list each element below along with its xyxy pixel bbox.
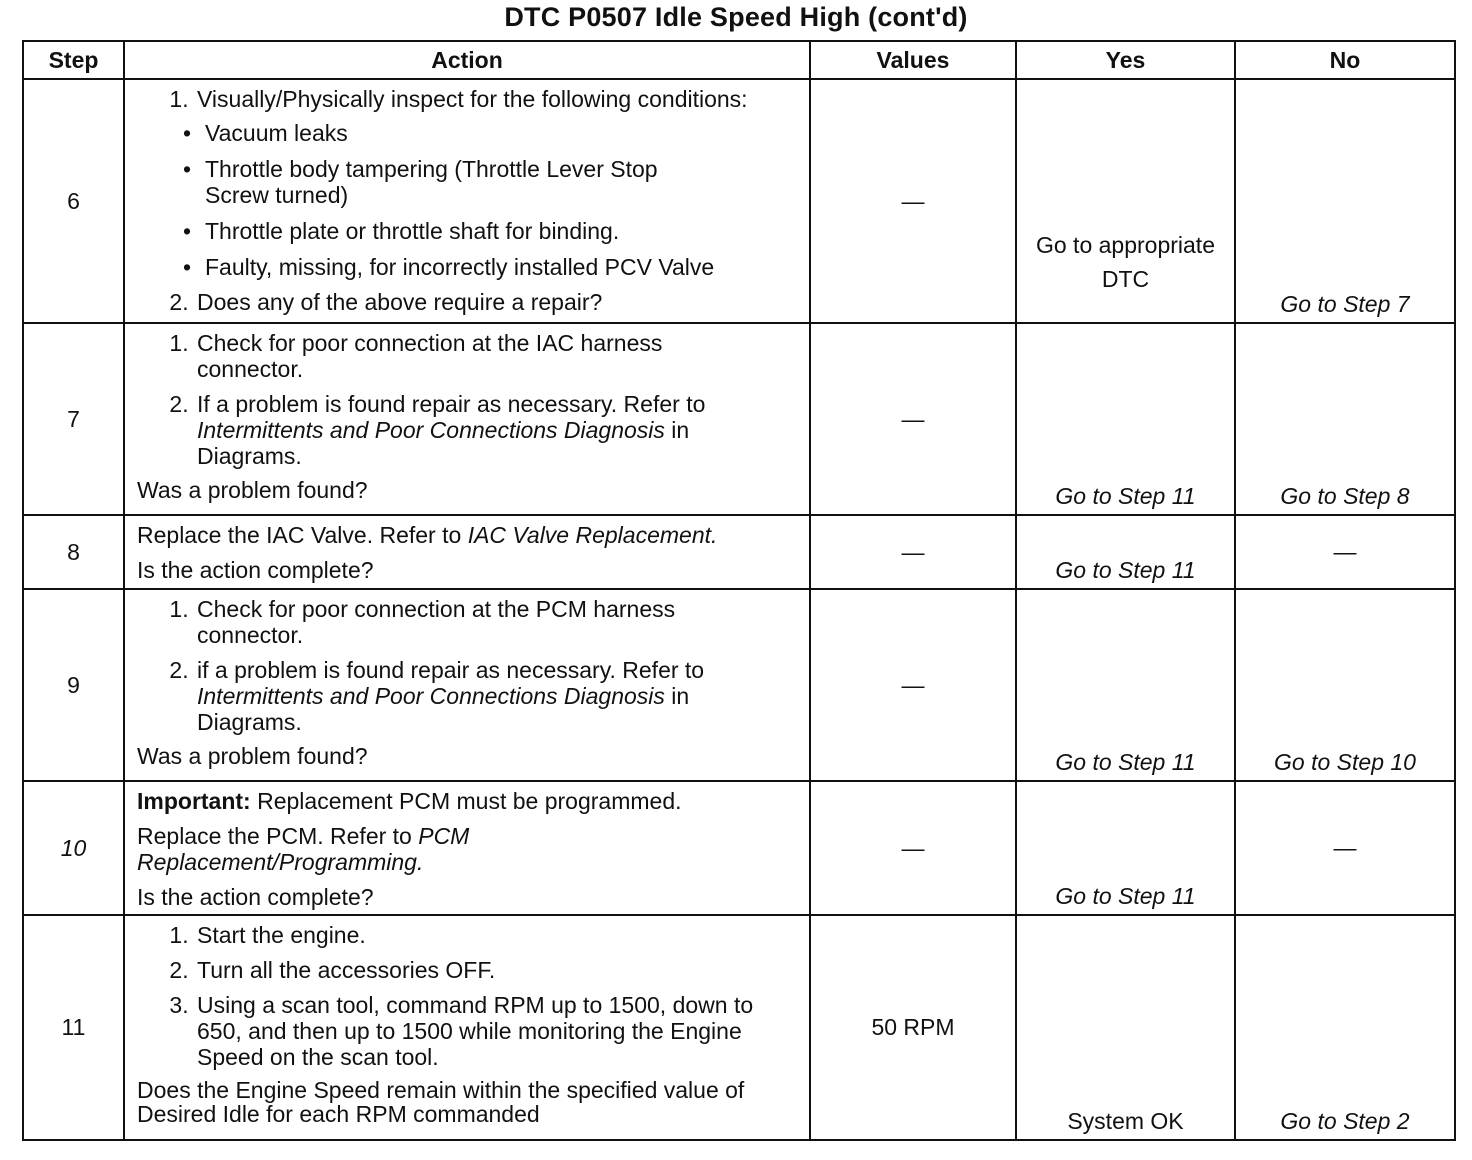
action-item: 2. Turn all the accessories OFF. — [195, 957, 799, 983]
table-row — [23, 515, 1455, 589]
condition-item: • Vacuum leaks — [183, 120, 799, 146]
step-number: 7 — [23, 323, 124, 515]
action-cell — [124, 323, 810, 515]
yes-cell — [1016, 79, 1235, 323]
condition-list — [149, 120, 799, 280]
no-text: Go to Step 8 — [1280, 483, 1410, 509]
yes-text: Go to Step 11 — [1055, 883, 1196, 909]
header-step: Step — [23, 41, 124, 79]
page-title: DTC P0507 Idle Speed High (cont'd) — [504, 2, 968, 32]
action-question: Does the Engine Speed remain within the specified value of Desired Idle for each RPM commanded — [137, 1077, 745, 1127]
condition-item: • Throttle body tampering (Throttle Lever Stop Screw turned) — [183, 156, 705, 208]
no-text: — — [1333, 538, 1357, 565]
table-row — [23, 79, 1455, 323]
header-row — [23, 41, 1455, 79]
table-row — [23, 589, 1455, 781]
reference-link: PCM Replacement/Programming. — [137, 823, 470, 875]
step-number: 9 — [23, 589, 124, 781]
yes-text: Go to Step 11 — [1055, 749, 1196, 775]
value-cell: — — [810, 589, 1016, 781]
table-row — [23, 781, 1455, 915]
step-number: 10 — [23, 781, 124, 915]
yes-text: Go to appropriate DTC — [1035, 232, 1215, 292]
value-cell: — — [810, 323, 1016, 515]
action-cell — [124, 79, 810, 323]
action-cell — [124, 515, 810, 589]
yes-cell — [1016, 589, 1235, 781]
no-text: — — [1333, 834, 1357, 861]
no-text: Go to Step 2 — [1280, 1108, 1410, 1134]
reference-link: Intermittents and Poor Connections Diagnosis — [197, 683, 665, 709]
yes-text: Go to Step 11 — [1055, 557, 1196, 583]
no-cell — [1235, 781, 1455, 915]
no-text: Go to Step 7 — [1280, 291, 1410, 317]
header-action: Action — [124, 41, 810, 79]
header-yes: Yes — [1016, 41, 1235, 79]
value-cell: 50 RPM — [810, 915, 1016, 1140]
no-cell — [1235, 915, 1455, 1140]
step-number: 6 — [23, 79, 124, 323]
no-cell — [1235, 323, 1455, 515]
action-item: 1. Check for poor connection at the PCM harness connector. — [195, 596, 737, 648]
yes-text: System OK — [1067, 1108, 1184, 1134]
action-item: 2. If a problem is found repair as necessary. Refer to Intermittents and Poor Connections Diagnosis in Diagrams. — [195, 391, 757, 469]
action-cell — [124, 589, 810, 781]
table-row — [23, 915, 1455, 1140]
action-item: 2. Does any of the above require a repair? — [195, 289, 799, 315]
yes-cell — [1016, 323, 1235, 515]
value-cell: — — [810, 79, 1016, 323]
condition-item: • Faulty, missing, for incorrectly installed PCV Valve — [183, 254, 799, 280]
action-cell — [124, 781, 810, 915]
action-question: Is the action complete? — [137, 557, 374, 583]
action-cell — [124, 915, 810, 1140]
yes-cell — [1016, 781, 1235, 915]
value-cell: — — [810, 781, 1016, 915]
no-text: Go to Step 10 — [1274, 749, 1416, 775]
important-note: Important: Replacement PCM must be programmed. — [137, 788, 682, 814]
yes-cell — [1016, 515, 1235, 589]
action-item: 2. if a problem is found repair as necessary. Refer to Intermittents and Poor Connections Diagnosis in Diagrams. — [195, 657, 757, 735]
value-cell: — — [810, 515, 1016, 589]
action-line: Replace the PCM. Refer to PCM Replacement/Programming. — [137, 823, 470, 875]
action-question: Was a problem found? — [137, 743, 368, 769]
action-question: Is the action complete? — [137, 884, 374, 910]
condition-item: • Throttle plate or throttle shaft for binding. — [183, 218, 799, 244]
action-item: 1. Visually/Physically inspect for the following conditions: • Vacuum leaks • Throttle body tampering (Throttle Lever Stop Screw turned) • Throttle plate or throttle shaft for binding. • Faulty, missing, for incorrectly installed PCV Valve — [195, 86, 799, 280]
reference-link: Intermittents and Poor Connections Diagnosis — [197, 417, 665, 443]
no-cell — [1235, 79, 1455, 323]
yes-text: Go to Step 11 — [1055, 483, 1196, 509]
no-cell — [1235, 515, 1455, 589]
reference-link: IAC Valve Replacement. — [467, 522, 718, 548]
action-item: 1. Check for poor connection at the IAC harness connector. — [195, 330, 717, 382]
step-number: 11 — [23, 915, 124, 1140]
header-no: No — [1235, 41, 1455, 79]
step-number: 8 — [23, 515, 124, 589]
action-question: Was a problem found? — [137, 477, 368, 503]
no-cell — [1235, 589, 1455, 781]
dtc-table — [22, 40, 1456, 1141]
header-values: Values — [810, 41, 1016, 79]
action-item: 3. Using a scan tool, command RPM up to 1500, down to 650, and then up to 1500 while monitoring the Engine Speed on the scan tool. — [195, 992, 767, 1070]
table-row — [23, 323, 1455, 515]
action-line: Replace the IAC Valve. Refer to IAC Valve Replacement. — [137, 522, 718, 548]
yes-cell — [1016, 915, 1235, 1140]
action-item: 1. Start the engine. — [195, 922, 799, 948]
